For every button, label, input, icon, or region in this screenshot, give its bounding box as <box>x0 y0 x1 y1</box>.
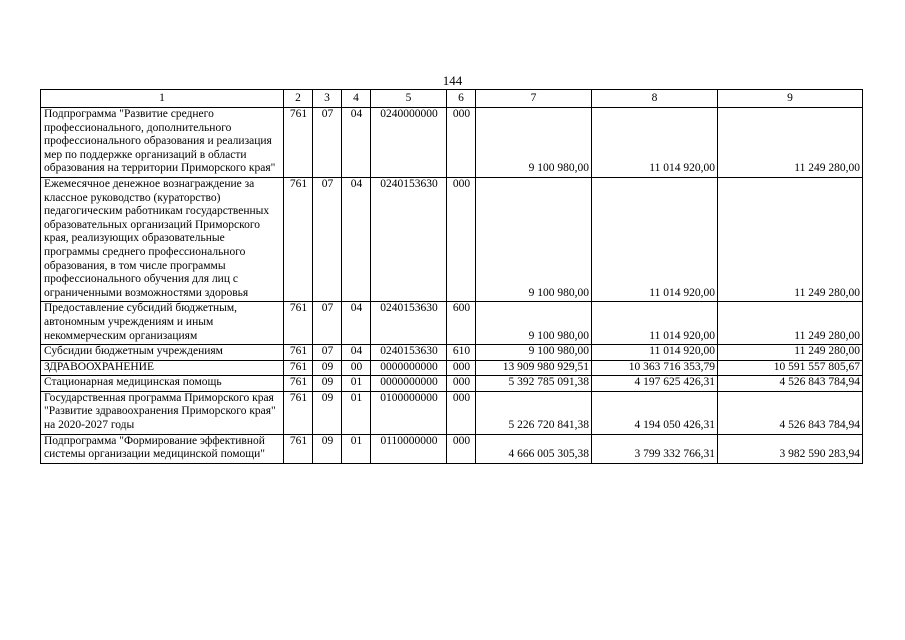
ministry-code-cell: 761 <box>284 177 313 301</box>
table-row <box>41 177 863 301</box>
ministry-code-cell: 761 <box>284 391 313 434</box>
amount-col9-cell: 4 526 843 784,94 <box>718 376 863 392</box>
expense-type-cell: 000 <box>447 376 476 392</box>
ministry-code-cell: 761 <box>284 434 313 463</box>
amount-col8-cell: 11 014 920,00 <box>592 345 718 361</box>
row-name-cell: ЗДРАВООХРАНЕНИЕ <box>41 360 284 376</box>
table-row <box>41 391 863 434</box>
target-code-cell: 0240000000 <box>371 108 447 178</box>
row-name-cell: Подпрограмма "Формирование эффективной системы организации медицинской помощи" <box>41 434 284 463</box>
subsection-code-cell: 04 <box>342 177 371 301</box>
ministry-code-cell: 761 <box>284 376 313 392</box>
row-name-cell: Ежемесячное денежное вознаграждение за классное руководство (кураторство) педагогическим работникам государственных образовательных организаций Приморского края, реализующих образовательные программы среднего профессионального образования, в том числе программы профессионального обучения для лиц с ограниченными возможностями здоровья <box>41 177 284 301</box>
amount-col7-cell: 9 100 980,00 <box>476 302 592 345</box>
target-code-cell: 0100000000 <box>371 391 447 434</box>
amount-col9-cell: 11 249 280,00 <box>718 108 863 178</box>
section-code-cell: 07 <box>313 108 342 178</box>
amount-col7-cell: 5 392 785 091,38 <box>476 376 592 392</box>
target-code-cell: 0000000000 <box>371 360 447 376</box>
section-code-cell: 07 <box>313 177 342 301</box>
table-row <box>41 360 863 376</box>
amount-col7-cell: 9 100 980,00 <box>476 177 592 301</box>
section-code-cell: 09 <box>313 376 342 392</box>
header-cell: 8 <box>592 90 718 108</box>
row-name-cell: Подпрограмма "Развитие среднего профессионального, дополнительного профессионального образования и реализация мер по поддержке организаций в области образования на территории Приморского края" <box>41 108 284 178</box>
amount-col9-cell: 4 526 843 784,94 <box>718 391 863 434</box>
amount-col9-cell: 11 249 280,00 <box>718 302 863 345</box>
subsection-code-cell: 00 <box>342 360 371 376</box>
subsection-code-cell: 04 <box>342 108 371 178</box>
header-cell: 6 <box>447 90 476 108</box>
header-cell: 7 <box>476 90 592 108</box>
expense-type-cell: 610 <box>447 345 476 361</box>
page-number: 144 <box>442 73 463 88</box>
amount-col7-cell: 9 100 980,00 <box>476 345 592 361</box>
expense-type-cell: 000 <box>447 177 476 301</box>
amount-col9-cell: 10 591 557 805,67 <box>718 360 863 376</box>
subsection-code-cell: 01 <box>342 391 371 434</box>
budget-table <box>40 89 863 464</box>
row-name-cell: Государственная программа Приморского края "Развитие здравоохранения Приморского края" на 2020-2027 годы <box>41 391 284 434</box>
table-row <box>41 434 863 463</box>
table-row <box>41 302 863 345</box>
header-cell: 5 <box>371 90 447 108</box>
amount-col7-cell: 13 909 980 929,51 <box>476 360 592 376</box>
target-code-cell: 0240153630 <box>371 345 447 361</box>
subsection-code-cell: 01 <box>342 434 371 463</box>
ministry-code-cell: 761 <box>284 345 313 361</box>
expense-type-cell: 000 <box>447 434 476 463</box>
row-name-cell: Субсидии бюджетным учреждениям <box>41 345 284 361</box>
header-cell: 1 <box>41 90 284 108</box>
section-code-cell: 07 <box>313 302 342 345</box>
target-code-cell: 0000000000 <box>371 376 447 392</box>
header-cell: 9 <box>718 90 863 108</box>
amount-col7-cell: 5 226 720 841,38 <box>476 391 592 434</box>
amount-col8-cell: 11 014 920,00 <box>592 177 718 301</box>
table-row <box>41 376 863 392</box>
ministry-code-cell: 761 <box>284 108 313 178</box>
table-row <box>41 108 863 178</box>
expense-type-cell: 000 <box>447 391 476 434</box>
table-row <box>41 345 863 361</box>
amount-col8-cell: 4 194 050 426,31 <box>592 391 718 434</box>
expense-type-cell: 000 <box>447 360 476 376</box>
target-code-cell: 0110000000 <box>371 434 447 463</box>
amount-col8-cell: 4 197 625 426,31 <box>592 376 718 392</box>
amount-col9-cell: 11 249 280,00 <box>718 345 863 361</box>
amount-col8-cell: 11 014 920,00 <box>592 108 718 178</box>
amount-col7-cell: 4 666 005 305,38 <box>476 434 592 463</box>
ministry-code-cell: 761 <box>284 360 313 376</box>
amount-col8-cell: 11 014 920,00 <box>592 302 718 345</box>
header-cell: 2 <box>284 90 313 108</box>
section-code-cell: 07 <box>313 345 342 361</box>
expense-type-cell: 000 <box>447 108 476 178</box>
ministry-code-cell: 761 <box>284 302 313 345</box>
section-code-cell: 09 <box>313 360 342 376</box>
subsection-code-cell: 04 <box>342 302 371 345</box>
amount-col9-cell: 3 982 590 283,94 <box>718 434 863 463</box>
target-code-cell: 0240153630 <box>371 302 447 345</box>
section-code-cell: 09 <box>313 391 342 434</box>
target-code-cell: 0240153630 <box>371 177 447 301</box>
header-row <box>41 90 863 108</box>
row-name-cell: Стационарная медицинская помощь <box>41 376 284 392</box>
subsection-code-cell: 01 <box>342 376 371 392</box>
subsection-code-cell: 04 <box>342 345 371 361</box>
amount-col8-cell: 3 799 332 766,31 <box>592 434 718 463</box>
amount-col9-cell: 11 249 280,00 <box>718 177 863 301</box>
expense-type-cell: 600 <box>447 302 476 345</box>
row-name-cell: Предоставление субсидий бюджетным, автономным учреждениям и иным некоммерческим организациям <box>41 302 284 345</box>
amount-col8-cell: 10 363 716 353,79 <box>592 360 718 376</box>
header-cell: 4 <box>342 90 371 108</box>
amount-col7-cell: 9 100 980,00 <box>476 108 592 178</box>
header-cell: 3 <box>313 90 342 108</box>
section-code-cell: 09 <box>313 434 342 463</box>
